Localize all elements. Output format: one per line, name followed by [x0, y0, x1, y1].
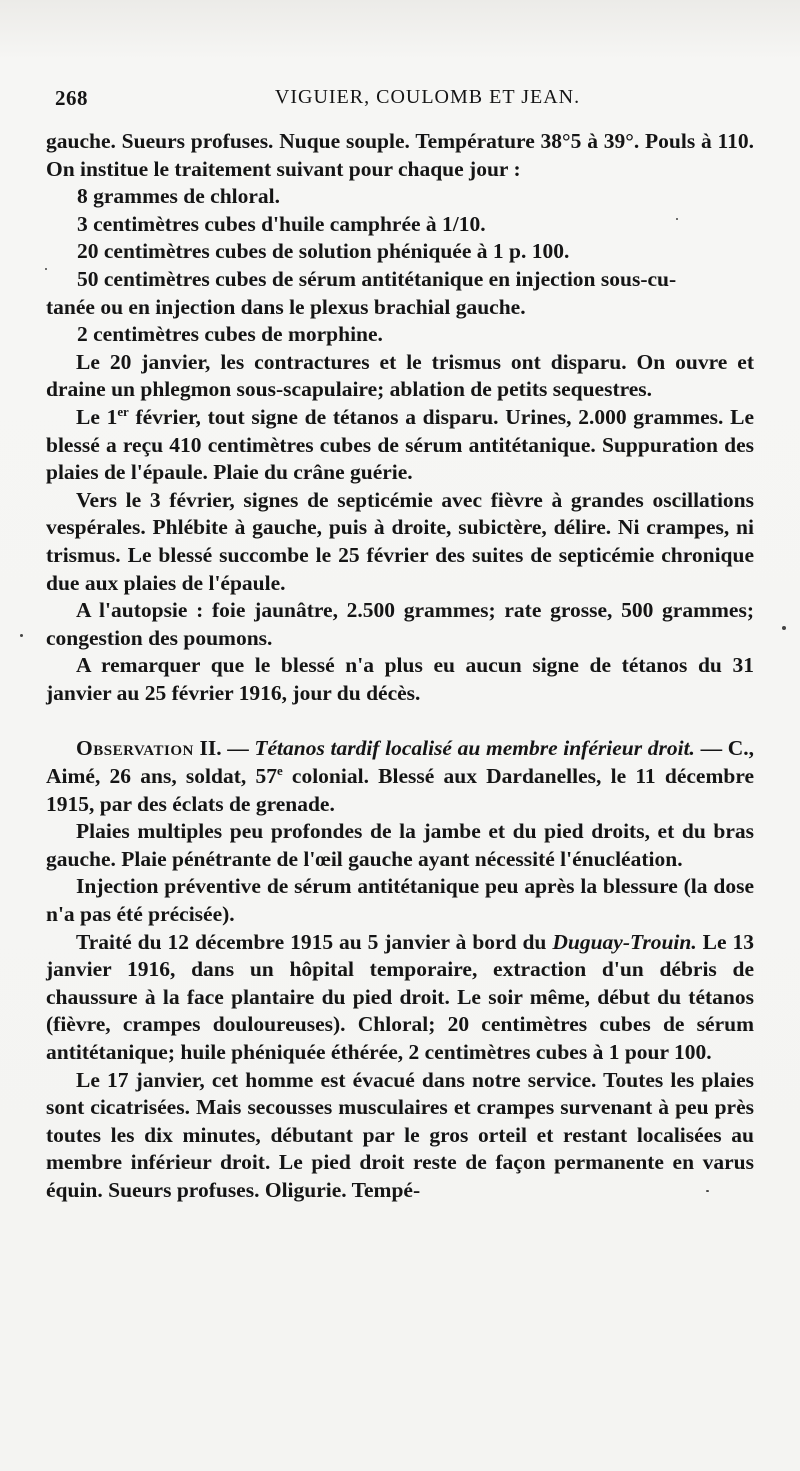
running-head: VIGUIER, COULOMB ET JEAN. — [274, 86, 581, 108]
observation-label: Observation — [76, 736, 194, 761]
treatment-item-phenol-solution: 20 centimètres cubes de solution phéniquée à 1 p. 100. — [77, 239, 570, 264]
paragraph-autopsie: A l'autopsie : foie jaunâtre, 2.500 grammes; rate grosse, 500 grammes; congestion des poumons. — [46, 598, 754, 650]
paragraph-3-fevrier: Vers le 3 février, signes de septicémie avec fièvre à grandes oscillations vespérales. Phlébite à gauche, puis à droite, subictère, délire. Ni crampes, ni trismus. Le blessé succombe le 25 février des suites de septicémie chronique due aux plaies de l'épaule. — [46, 487, 754, 595]
ordinal-superscript: er — [117, 404, 129, 419]
page-body — [46, 128, 754, 1205]
observation-patient: — C., Aimé, 26 ans, soldat, 57 — [46, 736, 754, 789]
treatment-item-chloral: 8 grammes de chloral. — [77, 184, 281, 209]
paragraph-text: février, tout signe de tétanos a disparu. Urines, 2.000 grammes. Le blessé a reçu 410 centimètres cubes de sérum antitétanique. Suppuration des plaies de l'épaule. Plaie du crâne guérie. — [46, 404, 754, 485]
ship-name: Duguay-Trouin. — [552, 929, 697, 954]
paragraph-text: Traité du 12 décembre 1915 au 5 janvier à bord du — [76, 929, 553, 954]
paragraph-plaies: Plaies multiples peu profondes de la jambe et du pied droits, et du bras gauche. Plaie pénétrante de l'œil gauche ayant nécessité l'énucléation. — [46, 819, 754, 871]
page-number: 268 — [55, 86, 88, 110]
paragraph-1er-fevrier — [46, 404, 754, 487]
treatment-item-serum: 50 centimètres cubes de sérum antitétanique en injection sous-cu- — [77, 266, 677, 291]
observation-number: II. — — [193, 736, 255, 761]
paragraph-remarque: A remarquer que le blessé n'a plus eu aucun signe de tétanos du 31 janvier au 25 février 1916, jour du décès. — [46, 653, 754, 705]
section-gap — [46, 707, 754, 735]
observation-title: Tétanos tardif localisé au membre inférieur droit. — [254, 736, 695, 761]
regiment-superscript: e — [276, 763, 283, 778]
paragraph-injection: Injection préventive de sérum antitétanique peu après la blessure (la dose n'a pas été précisée). — [46, 874, 754, 927]
page-header — [55, 86, 760, 116]
paragraph-17-janvier: Le 17 janvier, cet homme est évacué dans notre service. Toutes les plaies sont cicatrisées. Mais secousses musculaires et crampes survenant à peu près toutes les dix minutes, débutant par le gros orteil et restant localisées au membre inférieur droit. Le pied droit reste de façon permanente en varus équin. Sueurs profuses. Oligurie. Tempé- — [46, 1067, 754, 1202]
paragraph-text-cont: Le 13 janvier 1916, dans un hôpital temporaire, extraction d'un débris de chaussure à la face plantaire du pied droit. Le soir même, début du tétanos (fièvre, crampes douloureuses). Chloral; 20 centimètres cubes de sérum antitétanique; huile phéniquée éthérée, 2 centimètres cubes à 1 pour 100. — [46, 929, 754, 1064]
paragraph-traite — [46, 929, 754, 1067]
observation-heading — [46, 735, 754, 818]
paragraph-20-janvier: Le 20 janvier, les contractures et le trismus ont disparu. On ouvre et draine un phlegmon sous-scapulaire; ablation de petits sequestres. — [46, 349, 754, 402]
continuation-paragraph: gauche. Sueurs profuses. Nuque souple. Température 38°5 à 39°. Pouls à 110. On institue le traitement suivant pour chaque jour : — [46, 129, 754, 181]
treatment-item-morphine: 2 centimètres cubes de morphine. — [77, 322, 383, 347]
observation-patient-cont: colonial. Blessé aux Dardanelles, le 11 décembre 1915, par des éclats de grenade. — [46, 764, 755, 816]
treatment-item-camphor-oil: 3 centimètres cubes d'huile camphrée à 1/10. — [77, 211, 486, 236]
date-prefix: Le 1 — [76, 404, 118, 429]
treatment-item-serum-cont: tanée ou en injection dans le plexus brachial gauche. — [46, 294, 526, 319]
